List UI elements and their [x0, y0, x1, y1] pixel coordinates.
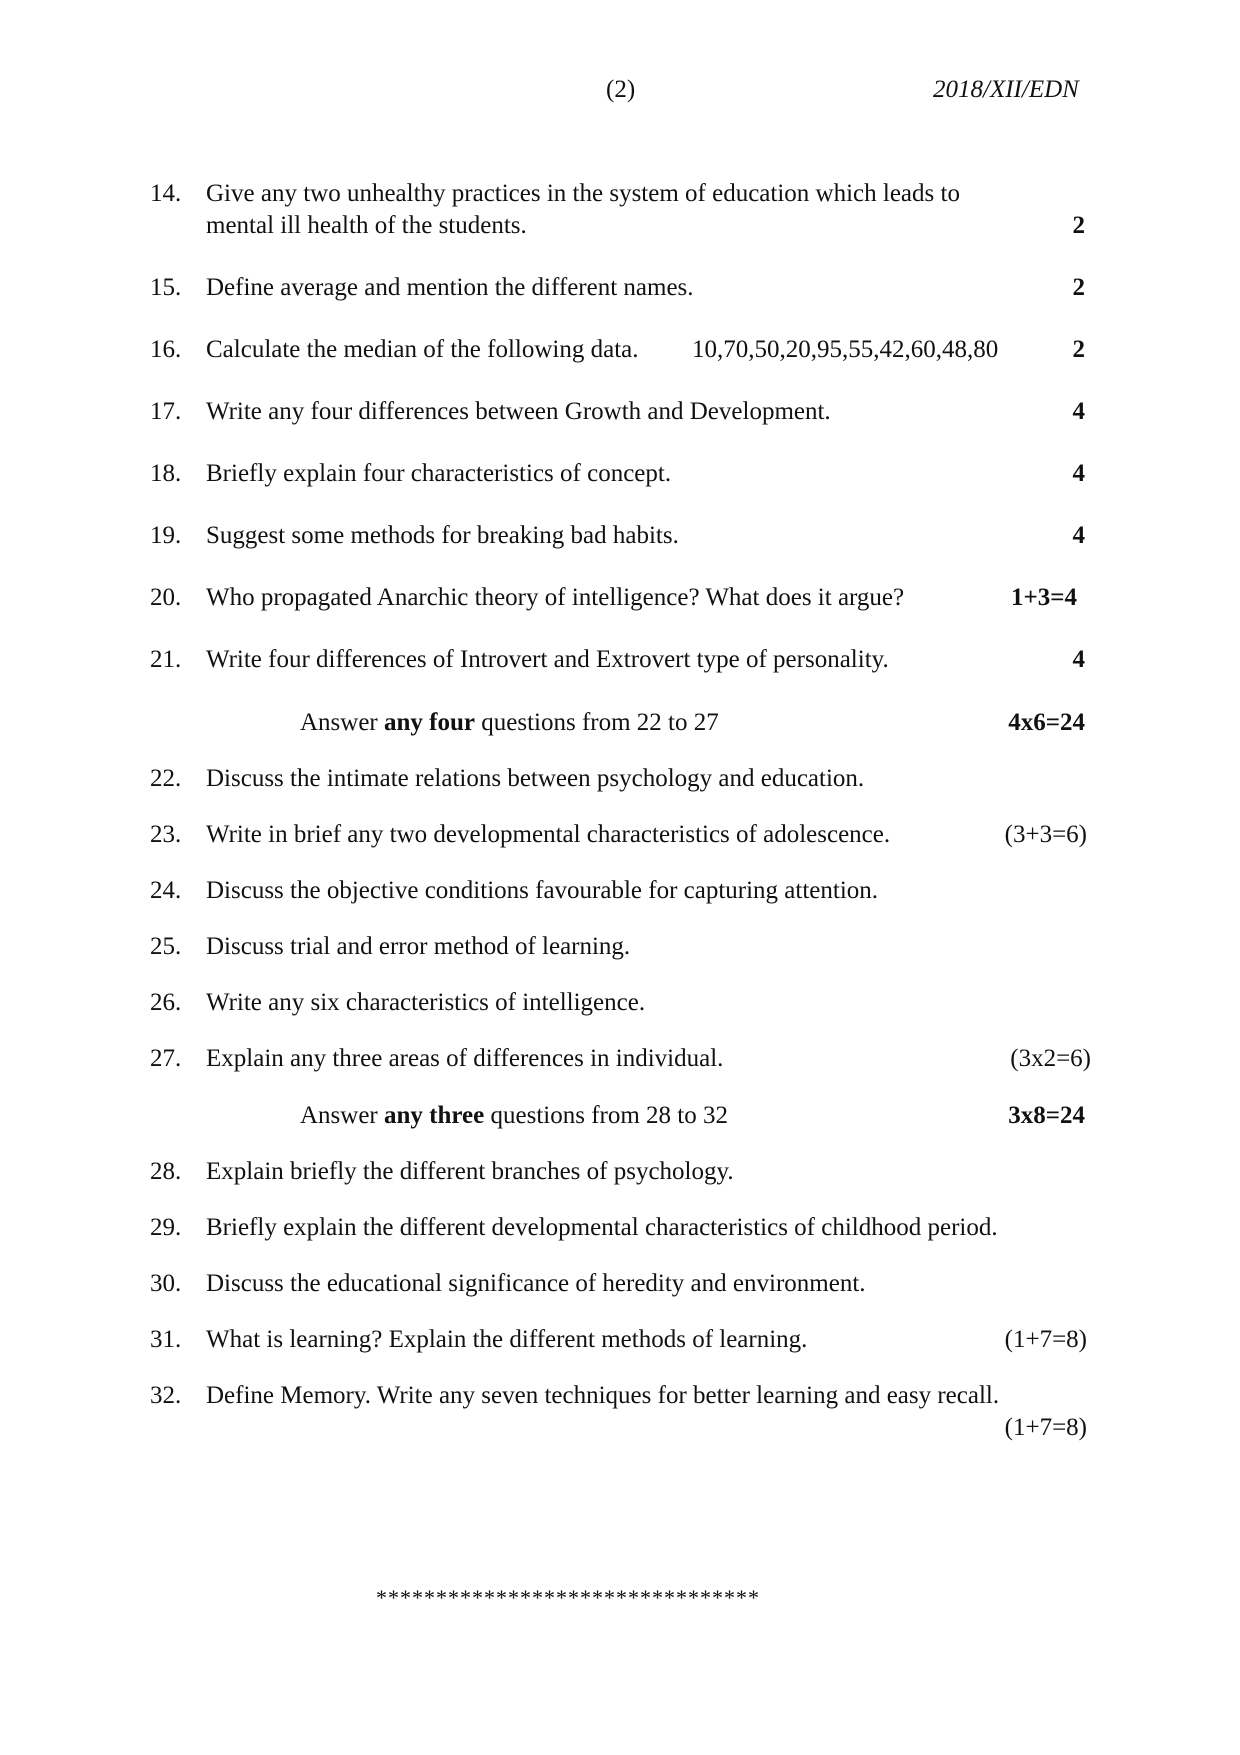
end-of-paper-stars: ******************************** [376, 1585, 760, 1610]
question-text: Write any four differences between Growth and Development. [206, 398, 831, 425]
question-marks: 4 [1072, 646, 1085, 673]
question-text: Briefly explain the different developmental characteristics of childhood period. [206, 1214, 998, 1241]
question-number: 27. [150, 1045, 182, 1072]
question-data: 10,70,50,20,95,55,42,60,48,80 [692, 336, 999, 363]
question-number: 21. [150, 646, 182, 673]
question-text-line1: Give any two unhealthy practices in the system of education which leads to [206, 180, 960, 207]
question-text: Define average and mention the different names. [206, 274, 694, 301]
question-marks: 4 [1072, 460, 1085, 487]
question-text: Suggest some methods for breaking bad habits. [206, 522, 679, 549]
section-marks: 3x8=24 [1008, 1102, 1085, 1129]
question-text: Discuss the educational significance of heredity and environment. [206, 1270, 866, 1297]
page-number: (2) [606, 76, 636, 103]
question-text: Who propagated Anarchic theory of intelligence? What does it argue? [206, 584, 905, 611]
question-number: 28. [150, 1158, 182, 1185]
question-text: Calculate the median of the following data. [206, 336, 639, 363]
question-number: 29. [150, 1214, 182, 1241]
question-text: Write any six characteristics of intelligence. [206, 989, 646, 1016]
question-number: 30. [150, 1270, 182, 1297]
question-number: 24. [150, 877, 182, 904]
instruction-text: Answer any four questions from 22 to 27 [300, 709, 719, 736]
question-marks: 2 [1072, 212, 1085, 239]
question-number: 18. [150, 460, 182, 487]
question-number: 19. [150, 522, 182, 549]
question-marks: (1+7=8) [1004, 1326, 1087, 1353]
section-marks: 4x6=24 [1008, 709, 1085, 736]
question-number: 26. [150, 989, 182, 1016]
question-number: 15. [150, 274, 182, 301]
question-text-line2: mental ill health of the students. [206, 212, 527, 239]
question-marks: 4 [1072, 522, 1085, 549]
question-text: Discuss trial and error method of learning. [206, 933, 631, 960]
question-text: Write four differences of Introvert and Extrovert type of personality. [206, 646, 889, 673]
instruction-text: Answer any three questions from 28 to 32 [300, 1102, 728, 1129]
question-text: Discuss the intimate relations between psychology and education. [206, 765, 865, 792]
question-number: 22. [150, 765, 182, 792]
question-marks: 2 [1072, 336, 1085, 363]
question-marks: 4 [1072, 398, 1085, 425]
question-marks: 2 [1072, 274, 1085, 301]
question-number: 25. [150, 933, 182, 960]
question-text: What is learning? Explain the different methods of learning. [206, 1326, 808, 1353]
question-text: Write in brief any two developmental characteristics of adolescence. [206, 821, 891, 848]
question-number: 32. [150, 1382, 182, 1409]
question-text: Define Memory. Write any seven techniques for better learning and easy recall. [206, 1382, 1000, 1409]
question-text: Explain briefly the different branches of psychology. [206, 1158, 734, 1185]
question-number: 16. [150, 336, 182, 363]
question-number: 20. [150, 584, 182, 611]
question-marks: 1+3=4 [1011, 584, 1077, 611]
paper-code: 2018/XII/EDN [933, 76, 1079, 103]
question-marks: (1+7=8) [1004, 1414, 1087, 1441]
question-number: 14. [150, 180, 182, 207]
question-number: 23. [150, 821, 182, 848]
question-number: 31. [150, 1326, 182, 1353]
question-text: Explain any three areas of differences in individual. [206, 1045, 724, 1072]
question-text: Briefly explain four characteristics of concept. [206, 460, 672, 487]
question-number: 17. [150, 398, 182, 425]
question-marks: (3x2=6) [1010, 1045, 1091, 1072]
question-text: Discuss the objective conditions favourable for capturing attention. [206, 877, 879, 904]
question-marks: (3+3=6) [1004, 821, 1087, 848]
